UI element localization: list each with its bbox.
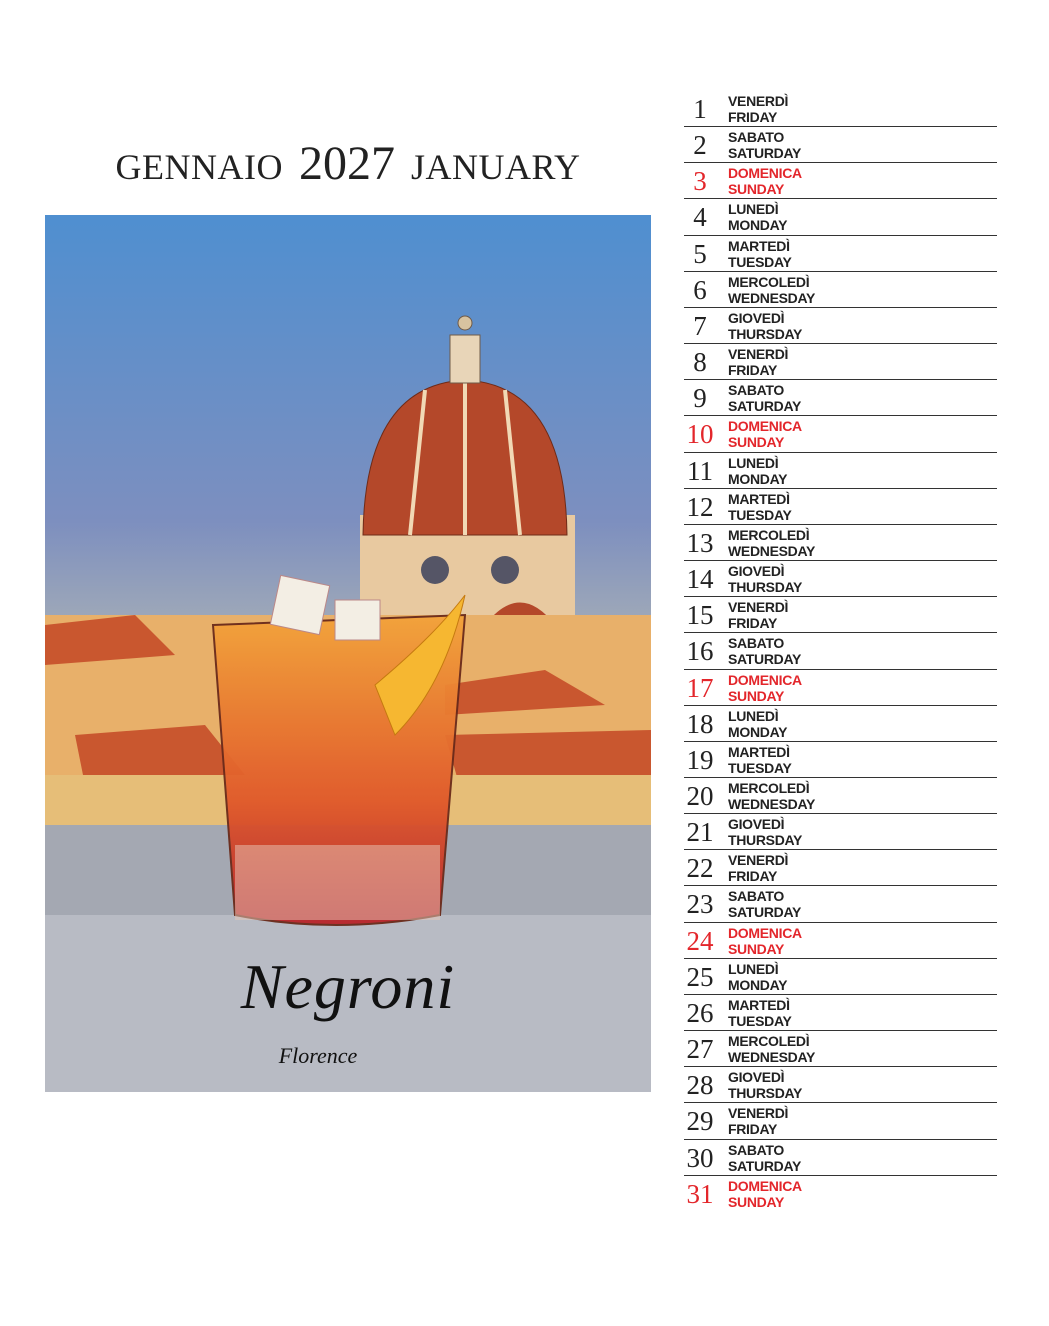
weekday-italian: SABATO (728, 129, 785, 146)
weekday-english: SATURDAY (728, 398, 802, 415)
day-number: 12 (686, 491, 714, 522)
weekday-italian: MARTEDÌ (728, 490, 790, 507)
weekday-english: SUNDAY (728, 940, 785, 957)
weekday-english: FRIDAY (728, 362, 778, 379)
day-row (684, 1103, 997, 1139)
day-number: 30 (686, 1142, 714, 1173)
weekday-english: THURSDAY (728, 832, 803, 849)
day-number: 18 (686, 708, 714, 739)
day-row (684, 91, 997, 127)
day-row (684, 416, 997, 452)
weekday-english: SATURDAY (728, 145, 802, 162)
day-row (684, 199, 997, 235)
day-row (684, 1031, 997, 1067)
day-row (684, 489, 997, 525)
weekday-italian: DOMENICA (728, 924, 802, 941)
day-row (684, 525, 997, 561)
artwork-negroni-florence (45, 215, 651, 1092)
weekday-english: SUNDAY (728, 434, 785, 451)
day-number: 3 (693, 166, 707, 197)
weekday-english: SATURDAY (728, 904, 802, 921)
weekday-italian: GIOVEDÌ (728, 816, 785, 833)
weekday-italian: DOMENICA (728, 671, 802, 688)
weekday-italian: MERCOLEDÌ (728, 273, 810, 290)
day-number: 15 (686, 600, 714, 631)
day-row (684, 706, 997, 742)
month-title (45, 136, 651, 191)
weekday-english: THURSDAY (728, 325, 803, 342)
weekday-english: MONDAY (728, 470, 788, 487)
day-list (684, 91, 997, 1211)
weekday-english: TUESDAY (728, 506, 792, 523)
day-row (684, 236, 997, 272)
weekday-english: WEDNESDAY (728, 289, 816, 306)
day-number: 2 (693, 130, 707, 161)
weekday-italian: SABATO (728, 635, 785, 652)
day-number: 6 (693, 274, 707, 305)
weekday-english: FRIDAY (728, 109, 778, 125)
day-number: 9 (693, 383, 707, 414)
weekday-italian: LUNEDÌ (728, 707, 779, 724)
day-row (684, 923, 997, 959)
weekday-english: MONDAY (728, 217, 788, 234)
weekday-english: WEDNESDAY (728, 795, 816, 812)
weekday-italian: LUNEDÌ (728, 454, 779, 471)
weekday-italian: DOMENICA (728, 418, 802, 435)
day-number: 29 (686, 1106, 714, 1137)
day-number: 26 (686, 997, 714, 1028)
day-row (684, 127, 997, 163)
day-row (684, 633, 997, 669)
weekday-english: TUESDAY (728, 253, 792, 270)
weekday-italian: GIOVEDÌ (728, 1069, 785, 1086)
month-italian: GENNAIO (115, 147, 283, 187)
artwork-subtitle: Florence (278, 1043, 358, 1068)
weekday-italian: SABATO (728, 888, 785, 905)
weekday-english: MONDAY (728, 976, 788, 993)
weekday-italian: GIOVEDÌ (728, 309, 785, 326)
day-row (684, 344, 997, 380)
weekday-italian: MERCOLEDÌ (728, 526, 810, 543)
day-number: 8 (693, 347, 707, 378)
weekday-english: MONDAY (728, 723, 788, 740)
day-number: 1 (693, 94, 707, 124)
day-row (684, 597, 997, 633)
artwork-title: Negroni (240, 951, 456, 1022)
day-number: 28 (686, 1070, 714, 1101)
weekday-italian: VENERDÌ (728, 599, 789, 616)
day-row (684, 959, 997, 995)
day-number: 4 (693, 202, 707, 233)
day-number: 14 (686, 564, 714, 595)
weekday-italian: DOMENICA (728, 165, 802, 182)
weekday-italian: MARTEDÌ (728, 743, 790, 760)
day-row (684, 670, 997, 706)
weekday-english: SUNDAY (728, 181, 785, 198)
weekday-italian: SABATO (728, 1141, 785, 1158)
day-row (684, 1067, 997, 1103)
day-number: 13 (686, 527, 714, 558)
day-row (684, 163, 997, 199)
weekday-italian: VENERDÌ (728, 852, 789, 869)
day-number: 16 (686, 636, 714, 667)
day-number: 31 (686, 1178, 714, 1209)
weekday-english: FRIDAY (728, 615, 778, 632)
day-row (684, 778, 997, 814)
day-number: 19 (686, 744, 714, 775)
day-row (684, 453, 997, 489)
day-number: 5 (693, 238, 707, 269)
weekday-italian: MARTEDÌ (728, 237, 790, 254)
day-row (684, 886, 997, 922)
day-number: 10 (686, 419, 714, 450)
weekday-english: TUESDAY (728, 759, 792, 776)
weekday-italian: MERCOLEDÌ (728, 1033, 810, 1050)
day-row (684, 995, 997, 1031)
weekday-english: TUESDAY (728, 1012, 792, 1029)
day-row (684, 742, 997, 778)
weekday-italian: DOMENICA (728, 1177, 802, 1194)
day-number: 20 (686, 780, 714, 811)
day-number: 27 (686, 1034, 714, 1065)
day-number: 25 (686, 961, 714, 992)
weekday-english: THURSDAY (728, 1085, 803, 1102)
year: 2027 (298, 137, 395, 190)
weekday-english: SUNDAY (728, 1193, 785, 1210)
weekday-english: WEDNESDAY (728, 542, 816, 559)
day-row (684, 561, 997, 597)
month-english: JANUARY (410, 147, 581, 187)
day-row (684, 1140, 997, 1176)
weekday-italian: VENERDÌ (728, 346, 789, 363)
day-number: 22 (686, 853, 714, 884)
weekday-english: THURSDAY (728, 579, 803, 596)
weekday-italian: MERCOLEDÌ (728, 779, 810, 796)
weekday-english: SATURDAY (728, 651, 802, 668)
weekday-italian: LUNEDÌ (728, 201, 779, 218)
weekday-english: SATURDAY (728, 1157, 802, 1174)
weekday-english: WEDNESDAY (728, 1049, 816, 1066)
weekday-italian: VENERDÌ (728, 93, 789, 109)
day-row (684, 1176, 997, 1211)
day-row (684, 850, 997, 886)
weekday-english: SUNDAY (728, 687, 785, 704)
weekday-english: FRIDAY (728, 1121, 778, 1138)
weekday-italian: LUNEDÌ (728, 960, 779, 977)
day-number: 21 (686, 817, 714, 848)
day-number: 24 (686, 925, 714, 956)
day-number: 11 (687, 455, 713, 486)
weekday-italian: VENERDÌ (728, 1105, 789, 1122)
day-row (684, 814, 997, 850)
day-row (684, 308, 997, 344)
day-row (684, 380, 997, 416)
weekday-italian: MARTEDÌ (728, 996, 790, 1013)
day-row (684, 272, 997, 308)
day-number: 23 (686, 889, 714, 920)
day-number: 7 (693, 310, 707, 341)
weekday-italian: SABATO (728, 382, 785, 399)
day-number: 17 (686, 672, 714, 703)
weekday-english: FRIDAY (728, 868, 778, 885)
weekday-italian: GIOVEDÌ (728, 563, 785, 580)
